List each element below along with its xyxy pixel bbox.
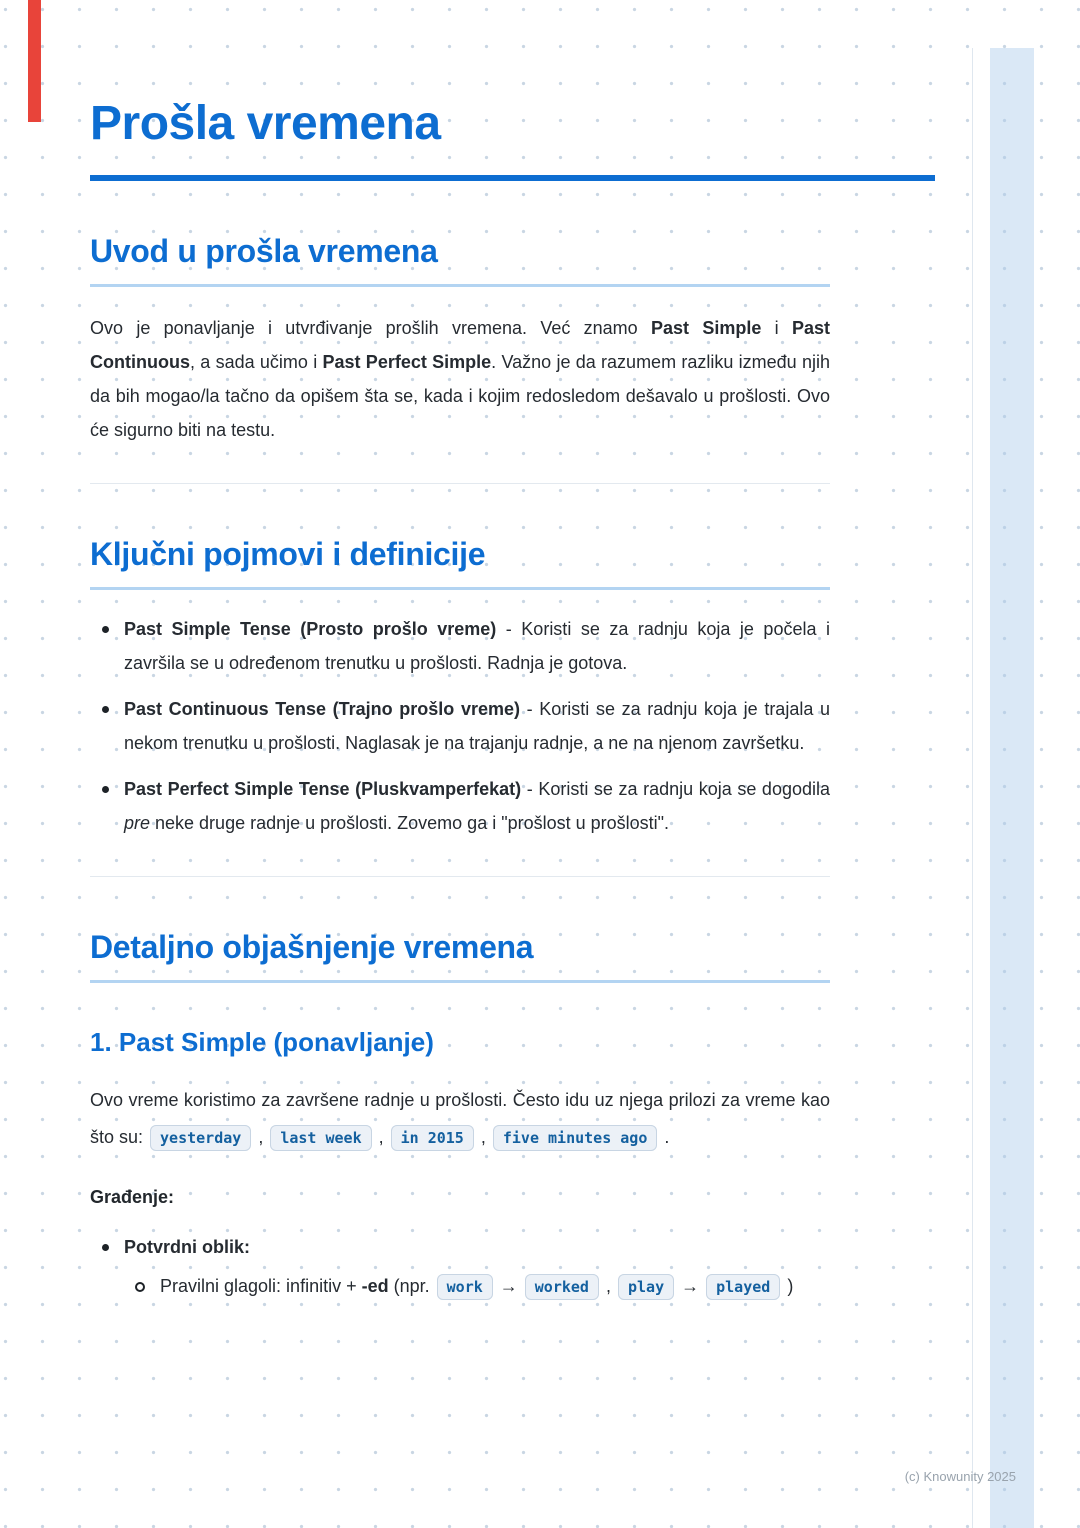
page-edge-line [972,48,973,1528]
text-segment: - Koristi se za radnju koja je počela i završila se u određenom trenutku u prošlosti. Radnja je gotova. [124,619,830,673]
code-chip: five minutes ago [493,1125,658,1151]
section-underline [90,284,830,287]
text-segment: , [373,1127,389,1147]
list-item [90,772,830,840]
sub-list-item [124,1268,830,1306]
text-segment: Ovo vreme koristimo za završene radnje u prošlosti. Često idu uz njega prilozi za vreme kao što su: [90,1090,830,1147]
copyright-notice: (c) Knowunity 2025 [904,1469,1016,1484]
list-item [90,612,830,680]
key-terms-list [90,612,830,840]
section-divider [90,876,830,877]
text-segment: , [600,1276,616,1296]
affirmative-sub-list [124,1268,830,1306]
intro-paragraph [90,311,830,447]
text-segment: (npr. [388,1276,435,1296]
text-segment: Past Simple Tense (Prosto prošlo vreme) [124,619,497,639]
text-segment: Past Simple [651,318,762,338]
building-list [90,1230,830,1306]
page-title: Prošla vremena [90,97,441,150]
code-chip: yesterday [150,1125,251,1151]
text-segment: pre [124,813,151,833]
title-underline [90,175,935,181]
text-segment: , a sada učimo i [189,352,323,372]
section-underline [90,587,830,590]
building-label: Građenje: [90,1187,175,1207]
list-item [90,692,830,760]
text-segment: neke druge radnje u prošlosti. Zovemo ga i "prošlost u prošlosti". [150,813,670,833]
text-segment: → [676,1276,705,1296]
section-divider [90,483,830,484]
text-segment: ) [782,1276,794,1296]
text-segment: → [494,1276,523,1296]
code-chip: last week [270,1125,371,1151]
document-content [90,0,935,1318]
code-chip: in 2015 [391,1125,474,1151]
text-segment: -ed [361,1276,389,1296]
text-segment: . [659,1127,670,1147]
text-segment: Past Continuous Tense (Trajno prošlo vreme) [124,699,520,719]
code-chip: play [618,1274,674,1300]
section-underline [90,980,830,983]
code-chip: worked [525,1274,599,1300]
text-segment: - Koristi se za radnju koja se dogodila [521,779,830,799]
subsection-heading-past-simple: 1. Past Simple (ponavljanje) [90,1027,434,1057]
text-segment: Past Perfect Simple [322,352,492,372]
text-segment: Pravilni glagoli: infinitiv + [160,1276,362,1296]
list-item-affirmative [90,1230,830,1306]
affirmative-label: Potvrdni oblik: [124,1237,250,1257]
adverbs-paragraph [90,1082,830,1157]
text-segment: , [475,1127,491,1147]
text-segment: Past Perfect Simple Tense (Pluskvamperfekat) [124,779,522,799]
text-segment: i [761,318,792,338]
page-edge-strip [990,48,1034,1528]
text-segment: Past Continuous [90,318,830,372]
code-chip: played [706,1274,780,1300]
bookmark-flag [28,0,41,122]
section-heading-uvod: Uvod u prošla vremena [90,233,438,269]
text-segment: Ovo je ponavljanje i utvrđivanje prošlih vremena. Već znamo [90,318,651,338]
text-segment: - Koristi se za radnju koja je trajala u nekom trenutku u prošlosti. Naglasak je na trajanju radnje, a ne na njenom završetku. [124,699,831,753]
text-segment: . Važno je da razumem razliku između njih da bih mogao/la tačno da opišem šta se, kada i kojim redosledom dešavalo u prošlosti. Ovo će sigurno biti na testu. [90,352,830,440]
text-segment: , [253,1127,269,1147]
section-heading-pojmovi: Ključni pojmovi i definicije [90,536,486,572]
section-heading-detaljno: Detaljno objašnjenje vremena [90,929,534,965]
code-chip: work [437,1274,493,1300]
